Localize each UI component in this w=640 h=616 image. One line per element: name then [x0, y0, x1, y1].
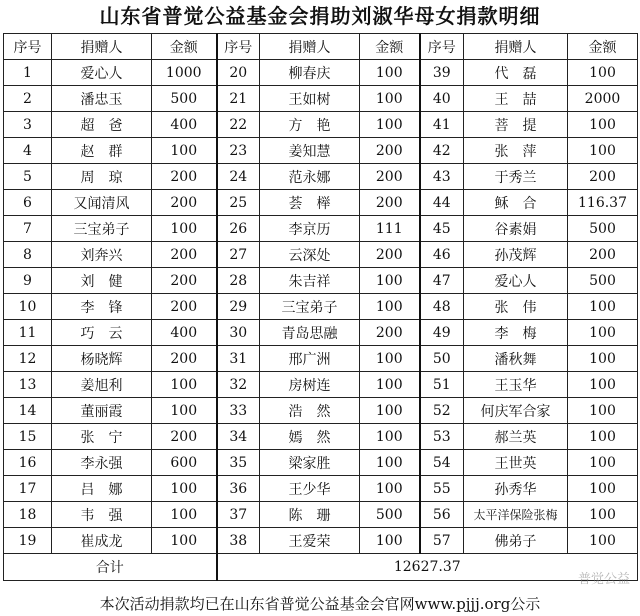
row-number: 12	[4, 346, 52, 372]
row-number: 21	[217, 86, 260, 112]
row-number: 1	[4, 60, 52, 86]
donation-amount: 400	[152, 112, 217, 138]
donation-amount: 200	[360, 320, 420, 346]
donor-name: 杨晓辉	[52, 346, 152, 372]
row-number: 22	[217, 112, 260, 138]
donation-amount: 100	[360, 112, 420, 138]
row-number: 25	[217, 190, 260, 216]
row-number: 51	[420, 372, 464, 398]
row-number: 48	[420, 294, 464, 320]
table-row	[4, 476, 638, 502]
donation-amount: 100	[360, 372, 420, 398]
donation-amount: 200	[152, 190, 217, 216]
donor-name: 王少华	[260, 476, 360, 502]
row-number: 18	[4, 502, 52, 528]
donation-table	[3, 33, 638, 581]
donation-amount: 200	[152, 294, 217, 320]
donation-amount: 200	[152, 242, 217, 268]
donor-name: 柳春庆	[260, 60, 360, 86]
row-number: 4	[4, 138, 52, 164]
donor-name: 房树连	[260, 372, 360, 398]
header-row	[4, 34, 638, 60]
donor-name: 王爱荣	[260, 528, 360, 554]
donor-name: 王玉华	[464, 372, 568, 398]
table-row	[4, 372, 638, 398]
total-value: 12627.37	[217, 554, 638, 581]
row-number: 39	[420, 60, 464, 86]
donor-name: 朱吉祥	[260, 268, 360, 294]
donation-amount: 200	[152, 268, 217, 294]
donation-amount: 100	[568, 398, 638, 424]
donation-amount: 100	[152, 138, 217, 164]
donor-name: 李永强	[52, 450, 152, 476]
table-row	[4, 164, 638, 190]
row-number: 30	[217, 320, 260, 346]
table-row	[4, 138, 638, 164]
donor-name: 赵 群	[52, 138, 152, 164]
donor-name: 张 宁	[52, 424, 152, 450]
col-header-amount: 金额	[152, 34, 217, 60]
donor-name: 刘 健	[52, 268, 152, 294]
table-row	[4, 294, 638, 320]
donor-name: 又闻清风	[52, 190, 152, 216]
donor-name: 爱心人	[52, 60, 152, 86]
col-header-donor: 捐赠人	[260, 34, 360, 60]
row-number: 41	[420, 112, 464, 138]
row-number: 16	[4, 450, 52, 476]
donation-amount: 200	[360, 242, 420, 268]
row-number: 2	[4, 86, 52, 112]
donation-amount: 100	[152, 216, 217, 242]
row-number: 13	[4, 372, 52, 398]
donation-amount: 100	[152, 476, 217, 502]
donation-amount: 200	[360, 164, 420, 190]
row-number: 47	[420, 268, 464, 294]
row-number: 40	[420, 86, 464, 112]
row-number: 20	[217, 60, 260, 86]
donor-name: 王 喆	[464, 86, 568, 112]
row-number: 19	[4, 528, 52, 554]
donation-amount: 100	[568, 294, 638, 320]
row-number: 53	[420, 424, 464, 450]
donor-name: 潘忠玉	[52, 86, 152, 112]
donor-name: 于秀兰	[464, 164, 568, 190]
donor-name: 稣 合	[464, 190, 568, 216]
donation-amount: 100	[152, 502, 217, 528]
donation-amount: 100	[360, 450, 420, 476]
donor-name: 佛弟子	[464, 528, 568, 554]
row-number: 49	[420, 320, 464, 346]
donor-name: 荟 榉	[260, 190, 360, 216]
table-row	[4, 190, 638, 216]
donation-amount: 100	[360, 60, 420, 86]
watermark-logo: 普觉公益	[577, 572, 630, 587]
donor-name: 谷素娟	[464, 216, 568, 242]
table-row	[4, 450, 638, 476]
donation-amount: 200	[568, 242, 638, 268]
donation-amount: 100	[568, 528, 638, 554]
footer-note: 本次活动捐款均已在山东省普觉公益基金会官网www.pjjj.org公示	[99, 595, 541, 613]
donation-amount: 100	[360, 398, 420, 424]
donation-amount: 100	[360, 294, 420, 320]
table-row	[4, 268, 638, 294]
table-row	[4, 528, 638, 554]
donor-name: 邢广洲	[260, 346, 360, 372]
donation-amount: 500	[360, 502, 420, 528]
donation-amount: 100	[360, 476, 420, 502]
donation-amount: 100	[568, 346, 638, 372]
row-number: 37	[217, 502, 260, 528]
donor-name: 郝兰英	[464, 424, 568, 450]
donor-name: 孙秀华	[464, 476, 568, 502]
donor-name: 潘秋舞	[464, 346, 568, 372]
donation-amount: 200	[152, 164, 217, 190]
row-number: 6	[4, 190, 52, 216]
row-number: 46	[420, 242, 464, 268]
donor-name: 李 梅	[464, 320, 568, 346]
donor-name: 刘奔兴	[52, 242, 152, 268]
table-row	[4, 398, 638, 424]
row-number: 45	[420, 216, 464, 242]
donor-name: 三宝弟子	[260, 294, 360, 320]
row-number: 34	[217, 424, 260, 450]
donor-name: 超 爸	[52, 112, 152, 138]
donation-amount: 200	[360, 190, 420, 216]
row-number: 36	[217, 476, 260, 502]
donor-name: 吕 娜	[52, 476, 152, 502]
total-label: 合计	[4, 554, 217, 581]
table-row	[4, 242, 638, 268]
row-number: 43	[420, 164, 464, 190]
donation-amount: 100	[152, 528, 217, 554]
donor-name: 巧 云	[52, 320, 152, 346]
row-number: 23	[217, 138, 260, 164]
row-number: 38	[217, 528, 260, 554]
donor-name: 爱心人	[464, 268, 568, 294]
col-header-donor: 捐赠人	[464, 34, 568, 60]
row-number: 56	[420, 502, 464, 528]
donation-amount: 500	[152, 86, 217, 112]
donation-amount: 200	[152, 424, 217, 450]
table-row	[4, 502, 638, 528]
table-row	[4, 424, 638, 450]
page-title: 山东省普觉公益基金会捐助刘淑华母女捐款明细	[99, 4, 541, 28]
donor-name: 青岛思融	[260, 320, 360, 346]
col-header-amount: 金额	[568, 34, 638, 60]
row-number: 50	[420, 346, 464, 372]
donation-amount: 100	[152, 398, 217, 424]
donation-amount: 100	[568, 476, 638, 502]
donation-amount: 200	[152, 346, 217, 372]
row-number: 17	[4, 476, 52, 502]
row-number: 57	[420, 528, 464, 554]
row-number: 10	[4, 294, 52, 320]
row-number: 42	[420, 138, 464, 164]
row-number: 55	[420, 476, 464, 502]
col-header-amount: 金额	[360, 34, 420, 60]
donation-amount: 116.37	[568, 190, 638, 216]
table-body	[4, 60, 638, 554]
row-number: 29	[217, 294, 260, 320]
table-row	[4, 346, 638, 372]
donation-amount: 100	[568, 424, 638, 450]
row-number: 11	[4, 320, 52, 346]
row-number: 35	[217, 450, 260, 476]
donor-name: 范永娜	[260, 164, 360, 190]
donor-name: 孙茂辉	[464, 242, 568, 268]
donor-name: 三宝弟子	[52, 216, 152, 242]
donation-amount: 600	[152, 450, 217, 476]
total-row	[4, 554, 638, 581]
donation-amount: 100	[568, 138, 638, 164]
donor-name: 李京历	[260, 216, 360, 242]
donation-amount: 100	[568, 502, 638, 528]
col-header-no: 序号	[217, 34, 260, 60]
donor-name: 周 琼	[52, 164, 152, 190]
table-row	[4, 86, 638, 112]
row-number: 15	[4, 424, 52, 450]
donation-amount: 100	[568, 320, 638, 346]
donor-name: 嫣 然	[260, 424, 360, 450]
donation-amount: 100	[568, 60, 638, 86]
donation-amount: 100	[360, 424, 420, 450]
col-header-donor: 捐赠人	[52, 34, 152, 60]
donor-name: 太平洋保险张梅	[464, 502, 568, 528]
donor-name: 董丽霞	[52, 398, 152, 424]
donor-name: 韦 强	[52, 502, 152, 528]
col-header-no: 序号	[4, 34, 52, 60]
table-row	[4, 60, 638, 86]
donor-name: 浩 然	[260, 398, 360, 424]
donor-name: 姜旭利	[52, 372, 152, 398]
donation-amount: 400	[152, 320, 217, 346]
donor-name: 王如树	[260, 86, 360, 112]
donation-amount: 500	[568, 216, 638, 242]
donation-amount: 200	[360, 138, 420, 164]
row-number: 44	[420, 190, 464, 216]
row-number: 52	[420, 398, 464, 424]
donation-amount: 1000	[152, 60, 217, 86]
donor-name: 崔成龙	[52, 528, 152, 554]
donation-amount: 500	[568, 268, 638, 294]
table-row	[4, 112, 638, 138]
donor-name: 陈 珊	[260, 502, 360, 528]
donation-amount: 100	[360, 86, 420, 112]
donation-amount: 111	[360, 216, 420, 242]
row-number: 27	[217, 242, 260, 268]
donor-name: 云深处	[260, 242, 360, 268]
row-number: 14	[4, 398, 52, 424]
row-number: 28	[217, 268, 260, 294]
donor-name: 菩 提	[464, 112, 568, 138]
donation-amount: 100	[568, 450, 638, 476]
donation-table-wrapper	[3, 33, 637, 581]
donor-name: 何庆军合家	[464, 398, 568, 424]
row-number: 33	[217, 398, 260, 424]
row-number: 54	[420, 450, 464, 476]
row-number: 8	[4, 242, 52, 268]
row-number: 3	[4, 112, 52, 138]
donation-amount: 2000	[568, 86, 638, 112]
donation-amount: 100	[360, 346, 420, 372]
donation-amount: 100	[360, 528, 420, 554]
donor-name: 姜知慧	[260, 138, 360, 164]
col-header-no: 序号	[420, 34, 464, 60]
row-number: 31	[217, 346, 260, 372]
table-row	[4, 320, 638, 346]
donor-name: 代 磊	[464, 60, 568, 86]
row-number: 7	[4, 216, 52, 242]
donation-amount: 100	[360, 268, 420, 294]
donation-amount: 100	[568, 112, 638, 138]
row-number: 5	[4, 164, 52, 190]
donor-name: 李 锋	[52, 294, 152, 320]
row-number: 26	[217, 216, 260, 242]
row-number: 32	[217, 372, 260, 398]
row-number: 24	[217, 164, 260, 190]
donor-name: 张 萍	[464, 138, 568, 164]
donation-amount: 200	[568, 164, 638, 190]
donor-name: 方 艳	[260, 112, 360, 138]
donor-name: 张 伟	[464, 294, 568, 320]
table-row	[4, 216, 638, 242]
donation-amount: 100	[152, 372, 217, 398]
donation-amount: 100	[568, 372, 638, 398]
donor-name: 梁家胜	[260, 450, 360, 476]
donor-name: 王世英	[464, 450, 568, 476]
row-number: 9	[4, 268, 52, 294]
